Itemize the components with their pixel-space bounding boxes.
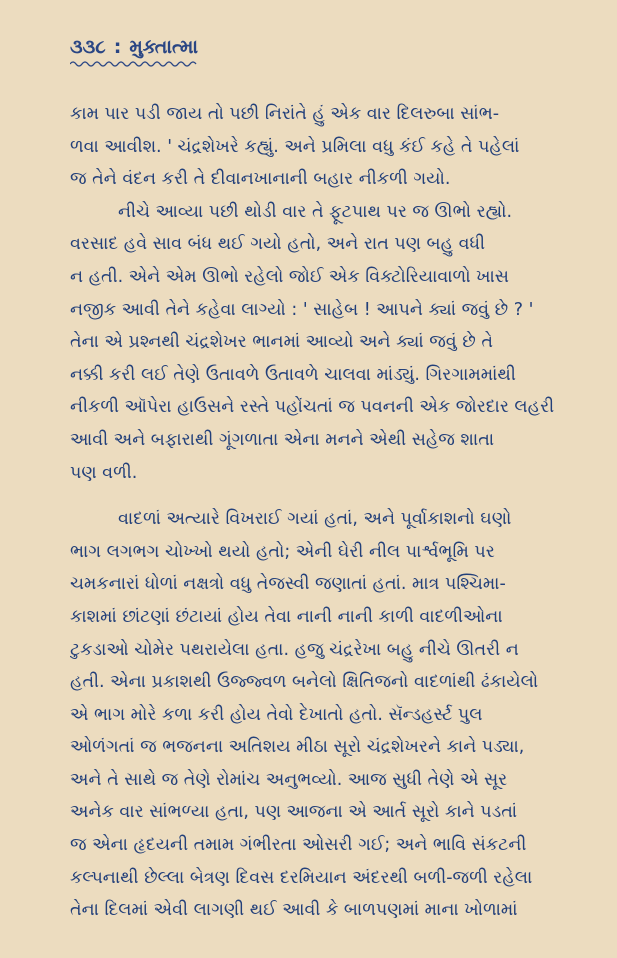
text-line: આવી અને બફારાથી ગૂંગળાતા એના મનને એથી સહેજ શાતા: [70, 429, 495, 450]
text-line: કાશમાં છાંટણાં છંટાયાં હોય તેવા નાની નાની કાળી વાદળીઓના: [70, 606, 503, 627]
text-line: પણ વળી.: [70, 462, 138, 483]
page-number: ૩૩૮: [70, 36, 106, 58]
text-line: એ ભાગ મોરે કળા કરી હોય તેવો દેખાતો હતો. સૅન્ડહર્સ્ટ પુલ: [70, 704, 483, 725]
header-underline: [70, 60, 200, 68]
chapter-title: મુક્તાત્મા: [129, 36, 199, 58]
text-line: નીકળી ઑપેરા હાઉસને રસ્તે પહોંચતાં જ પવનની એક જોરદાર લહરી: [70, 397, 555, 418]
text-line: ચમકનારાં ધોળાં નક્ષત્રો વધુ તેજસ્વી જણાતાં હતાં. માત્ર પશ્ચિમા-: [70, 574, 506, 595]
text-line: કામ પાર પડી જાય તો પછી નિરાંતે હું એક વાર દિલરુબા સાંભ-: [70, 104, 500, 124]
text-line: ન હતી. એને એમ ઊભો રહેલો જોઈ એક વિક્ટોરિયાવાળો ખાસ: [70, 266, 509, 287]
text-line: ટુકડાઓ ચોમેર પથરાયેલા હતા. હજુ ચંદ્રરેખા બહુ નીચે ઊતરી ન: [70, 639, 519, 660]
paragraph-1: [70, 98, 567, 196]
text-line: વરસાદ હવે સાવ બંધ થઈ ગયો હતો, અને રાત પણ બહુ વધી: [70, 234, 486, 255]
text-line: ઓળંગતાં જ ભજનના અતિશય મીઠા સૂરો ચંદ્રશેખરને કાને પડ્યા,: [70, 737, 525, 758]
paragraph-3: [70, 503, 567, 927]
text-line: ભાગ લગભગ ચોખ્ખો થયો હતો; એની ઘેરી નીલ પાર્શ્વભૂમિ પર: [70, 541, 495, 562]
text-line: નજીક આવી તેને કહેવા લાગ્યો : ' સાહેબ ! આપને ક્યાં જવું છે ? ': [70, 299, 534, 320]
text-line: હતી. એના પ્રકાશથી ઉજ્જ્વળ બનેલો ક્ષિતિજનો વાદળાંથી ઢંકાયેલો: [70, 672, 539, 693]
text-line: જ તેને વંદન કરી તે દીવાનખાનાની બહાર નીકળી ગયો.: [70, 169, 451, 190]
text-line: તેના દિલમાં એવી લાગણી થઈ આવી કે બાળપણમાં માના ખોળામાં: [70, 900, 518, 921]
paragraph-2: [70, 196, 567, 489]
text-line: અને તે સાથે જ તેણે રોમાંચ અનુભવ્યો. આજ સુધી તેણે એ સૂર: [70, 769, 508, 790]
text-line: જ એના હૃદયની તમામ ગંભીરતા ઓસરી ગઈ; અને ભાવિ સંકટની: [70, 835, 527, 856]
running-header: [70, 36, 567, 58]
text-line: કલ્પનાથી છેલ્લા બેત્રણ દિવસ દરમિયાન અંદરથી બળી-જળી રહેલા: [70, 867, 533, 888]
header-separator: :: [113, 36, 122, 58]
text-line: નીચે આવ્યા પછી થોડી વાર તે ફૂટપાથ પર જ ઊભો રહ્યો.: [118, 201, 513, 222]
text-line: નક્કી કરી લઈ તેણે ઉતાવળે ઉતાવળે ચાલવા માંડ્યું. ગિરગામમાંથી: [70, 364, 516, 385]
text-line: વાદળાં અત્યારે વિખરાઈ ગયાં હતાં, અને પૂર્વાકાશનો ઘણો: [118, 509, 512, 530]
text-line: ળવા આવીશ. ' ચંદ્રશેખરે કહ્યું. અને પ્રમિલા વધુ કંઈ કહે તે પહેલાં: [70, 136, 520, 157]
text-line: અનેક વાર સાંભળ્યા હતા, પણ આજના એ આર્ત સૂરો કાને પડતાં: [70, 802, 518, 823]
text-line: તેના એ પ્રશ્નથી ચંદ્રશેખર ભાનમાં આવ્યો અને ક્યાં જવું છે તે: [70, 332, 493, 353]
